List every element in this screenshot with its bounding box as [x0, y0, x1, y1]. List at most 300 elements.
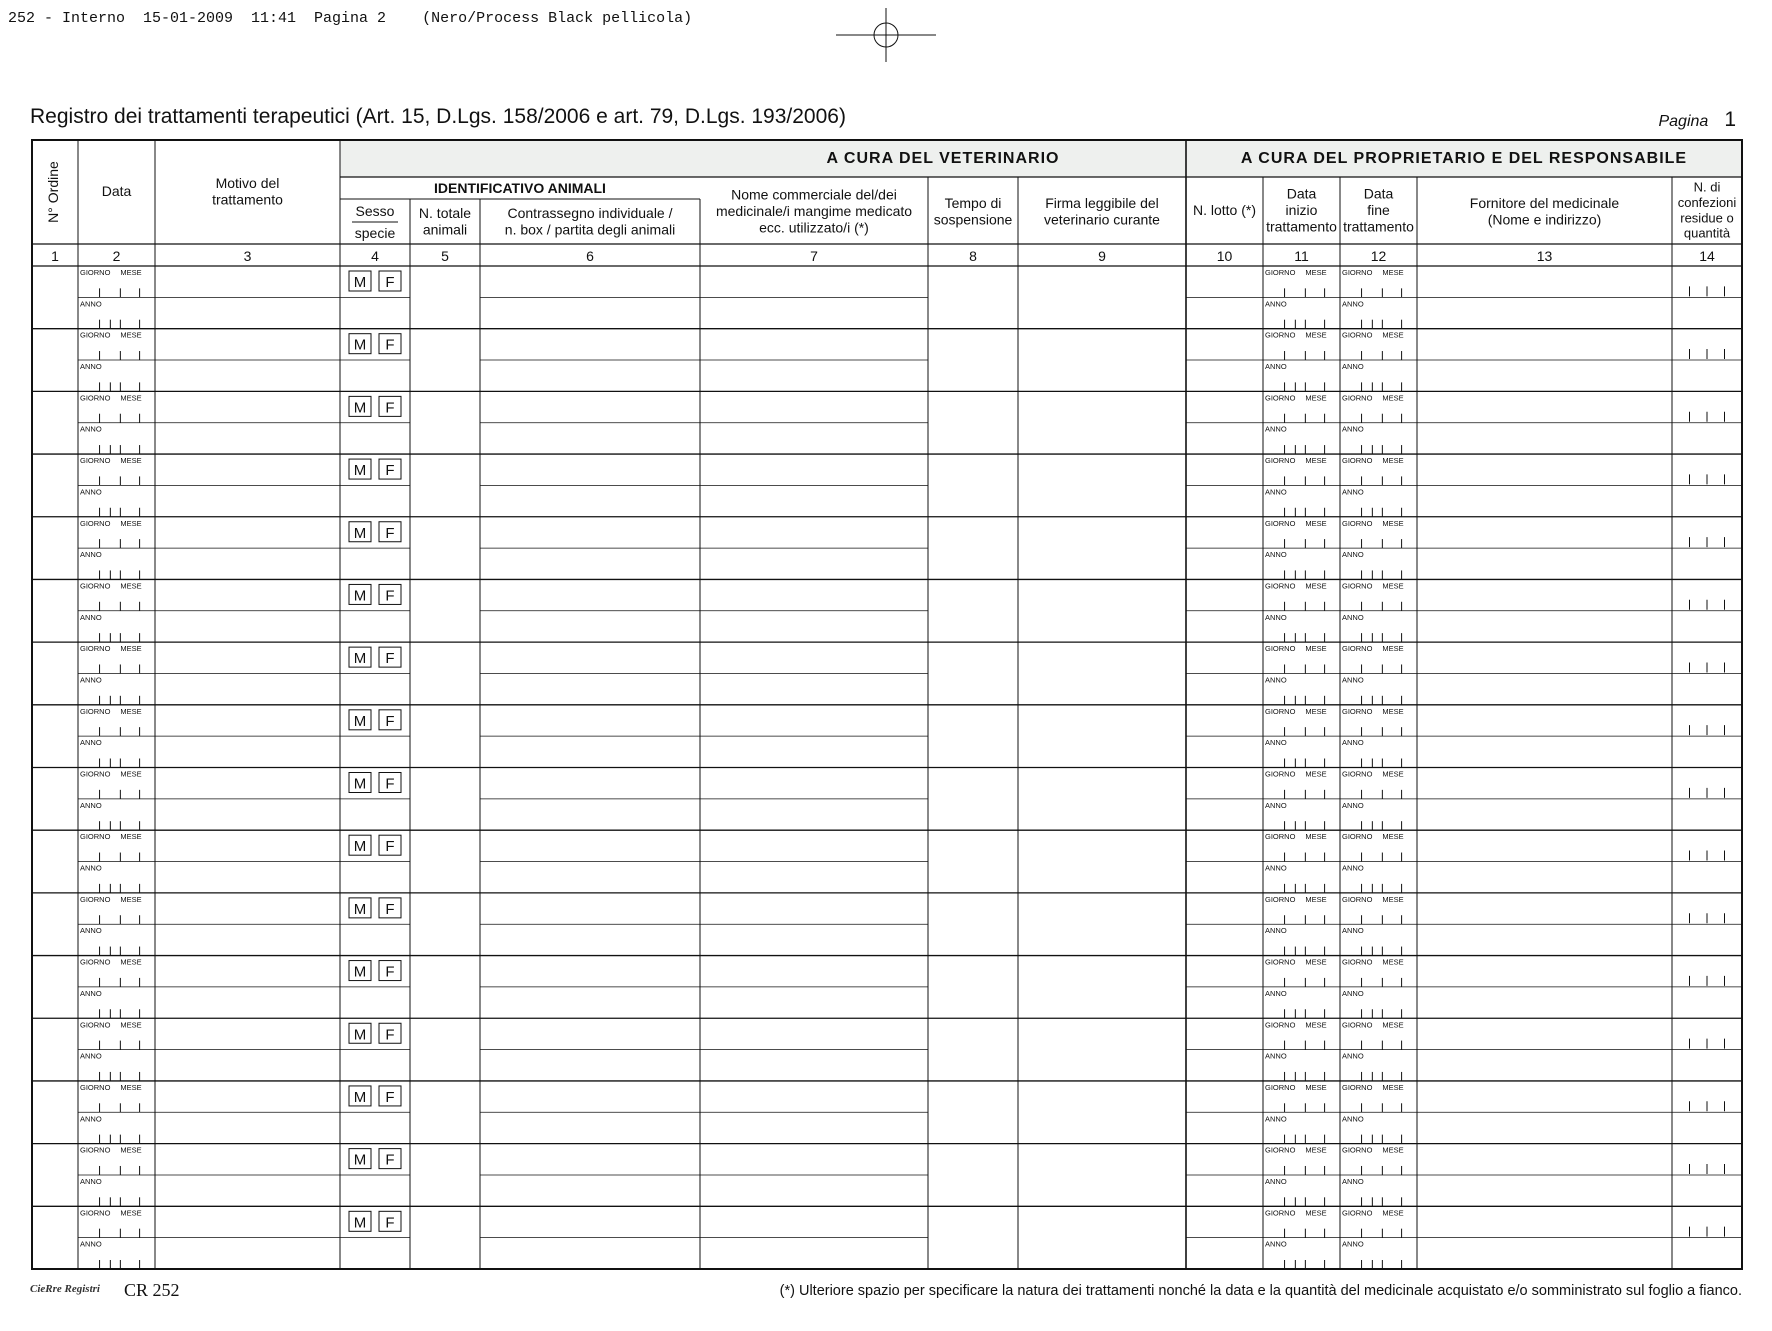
date-label: ANNO [80, 926, 102, 936]
header-totale: animali [422, 221, 468, 238]
date-label: ANNO [80, 362, 102, 372]
date-label: GIORNO [1342, 518, 1373, 528]
date-label: MESE [1382, 1082, 1404, 1092]
date-label: MESE [1305, 581, 1327, 591]
header-data-fine: Data [1363, 185, 1394, 202]
date-label: MESE [120, 268, 142, 277]
start-date-field [1265, 1208, 1327, 1269]
date-label: MESE [1382, 894, 1404, 904]
date-label: GIORNO [1265, 268, 1296, 277]
sex-checkbox-f [379, 710, 401, 730]
column-number: 10 [1216, 248, 1233, 264]
publisher-logo: CieRre Registri [30, 1283, 100, 1295]
date-label: MESE [1382, 456, 1404, 466]
header-confezioni: confezioni [1677, 195, 1737, 211]
form-code: CR 252 [124, 1280, 180, 1300]
start-date-field [1265, 393, 1327, 454]
column-number: 2 [112, 248, 121, 264]
date-label: GIORNO [1265, 832, 1296, 842]
header-nome-commerciale: medicinale/i mangime medicato [715, 203, 913, 220]
date-field [80, 895, 142, 956]
checkbox-label: F [385, 336, 395, 354]
date-label: ANNO [80, 800, 102, 810]
page-number-value: 1 [1724, 108, 1736, 131]
date-field [80, 519, 142, 580]
date-label: MESE [1382, 957, 1404, 967]
start-date-field [1265, 331, 1327, 392]
checkbox-label: F [385, 900, 395, 918]
date-label: MESE [1305, 456, 1327, 466]
date-field [80, 1020, 142, 1081]
date-field [80, 268, 142, 329]
date-label: GIORNO [1265, 393, 1296, 403]
column-number: 13 [1536, 248, 1553, 264]
date-label: ANNO [1342, 424, 1364, 434]
start-date-field [1265, 1083, 1327, 1144]
date-label: ANNO [1265, 550, 1287, 560]
date-label: ANNO [1342, 863, 1364, 873]
checkbox-label: F [385, 462, 395, 480]
date-label: MESE [1382, 644, 1404, 654]
date-field [80, 1083, 142, 1144]
date-label: MESE [120, 832, 142, 842]
date-label: MESE [120, 706, 142, 716]
date-label: GIORNO [1265, 706, 1296, 716]
date-label: MESE [120, 1145, 142, 1155]
date-label: MESE [1382, 1208, 1404, 1218]
date-label: GIORNO [1265, 769, 1296, 779]
column-number: 5 [441, 248, 449, 264]
date-label: GIORNO [80, 957, 111, 967]
date-label: GIORNO [1265, 894, 1296, 904]
sex-checkbox-m [349, 835, 371, 855]
date-label: MESE [1382, 832, 1404, 842]
date-label: ANNO [1342, 299, 1364, 309]
date-field [80, 581, 142, 642]
date-label: MESE [120, 1082, 142, 1092]
date-field [80, 770, 142, 831]
date-label: GIORNO [1265, 1208, 1296, 1218]
date-label: ANNO [1342, 612, 1364, 622]
date-label: ANNO [1265, 487, 1287, 497]
date-label: ANNO [80, 1051, 102, 1061]
date-label: GIORNO [1342, 832, 1373, 842]
sex-checkbox-f [379, 522, 401, 542]
date-label: MESE [1305, 706, 1327, 716]
checkbox-label: M [353, 1088, 367, 1106]
date-label: MESE [1305, 1208, 1327, 1218]
date-label: GIORNO [80, 268, 111, 277]
column-number: 8 [969, 248, 977, 264]
checkbox-label: M [353, 712, 367, 730]
date-label: ANNO [1265, 1051, 1287, 1061]
date-label: GIORNO [1342, 1208, 1373, 1218]
date-label: GIORNO [80, 393, 111, 403]
sex-checkbox-m [349, 773, 371, 793]
date-label: GIORNO [1342, 268, 1373, 277]
date-label: GIORNO [1265, 1020, 1296, 1030]
sex-checkbox-f [379, 1086, 401, 1106]
date-label: MESE [1305, 1082, 1327, 1092]
checkbox-label: M [353, 587, 367, 605]
checkbox-label: F [385, 1151, 395, 1169]
date-label: MESE [1305, 957, 1327, 967]
date-label: ANNO [80, 1114, 102, 1124]
sex-checkbox-m [349, 898, 371, 918]
start-date-field [1265, 1146, 1327, 1207]
checkbox-label: M [353, 336, 367, 354]
date-label: ANNO [1342, 800, 1364, 810]
header-confezioni: N. di [1693, 179, 1721, 195]
date-label: MESE [120, 330, 142, 340]
date-label: ANNO [1342, 1176, 1364, 1186]
header-confezioni: quantità [1683, 225, 1731, 241]
date-label: ANNO [1265, 738, 1287, 748]
start-date-field [1265, 456, 1327, 517]
date-label: MESE [1305, 393, 1327, 403]
date-field [80, 644, 142, 705]
footnote: (*) Ulteriore spazio per specificare la natura dei trattamenti nonché la data e la quantità del medicinale acquistato e/o somministrato sul foglio a fianco. [779, 1283, 1742, 1299]
section-title-vet: A CURA DEL VETERINARIO [826, 150, 1060, 167]
start-date-field [1265, 1020, 1327, 1081]
date-label: MESE [120, 769, 142, 779]
date-field [80, 393, 142, 454]
date-label: ANNO [1342, 550, 1364, 560]
date-label: ANNO [1265, 1239, 1287, 1249]
checkbox-label: M [353, 1151, 367, 1169]
date-label: MESE [120, 518, 142, 528]
date-label: ANNO [1265, 362, 1287, 372]
date-label: ANNO [1265, 424, 1287, 434]
date-label: ANNO [80, 988, 102, 998]
date-label: GIORNO [1342, 581, 1373, 591]
checkbox-label: M [353, 963, 367, 981]
date-label: ANNO [1265, 299, 1287, 309]
date-label: ANNO [80, 299, 102, 309]
sex-checkbox-f [379, 1023, 401, 1043]
end-date-field [1342, 393, 1404, 454]
date-label: MESE [1305, 644, 1327, 654]
date-label: GIORNO [1342, 957, 1373, 967]
sex-checkbox-m [349, 584, 371, 604]
date-label: MESE [120, 581, 142, 591]
sex-checkbox-m [349, 334, 371, 354]
checkbox-label: F [385, 650, 395, 668]
header-data-fine: fine [1367, 202, 1390, 219]
column-number: 4 [371, 248, 379, 264]
date-label: GIORNO [80, 644, 111, 654]
date-label: MESE [1382, 581, 1404, 591]
date-label: ANNO [80, 487, 102, 497]
sex-checkbox-f [379, 271, 401, 291]
start-date-field [1265, 770, 1327, 831]
date-label: MESE [120, 644, 142, 654]
date-label: ANNO [80, 738, 102, 748]
date-label: MESE [1382, 1145, 1404, 1155]
checkbox-label: F [385, 274, 395, 291]
date-label: MESE [1382, 393, 1404, 403]
date-label: ANNO [80, 424, 102, 434]
date-label: GIORNO [1342, 456, 1373, 466]
end-date-field [1342, 268, 1404, 329]
column-number: 1 [51, 248, 59, 264]
sex-checkbox-m [349, 1086, 371, 1106]
date-label: MESE [1305, 1145, 1327, 1155]
checkbox-label: M [353, 775, 367, 793]
date-label: GIORNO [1342, 644, 1373, 654]
header-data-inizio: inizio [1285, 202, 1318, 219]
subsection-title: IDENTIFICATIVO ANIMALI [434, 180, 606, 196]
end-date-field [1342, 770, 1404, 831]
date-label: ANNO [1342, 988, 1364, 998]
date-label: GIORNO [1342, 1145, 1373, 1155]
date-label: GIORNO [1342, 1020, 1373, 1030]
header-fornitore: (Nome e indirizzo) [1487, 211, 1602, 228]
sex-checkbox-f [379, 334, 401, 354]
date-label: ANNO [1342, 738, 1364, 748]
date-label: MESE [1305, 769, 1327, 779]
date-label: ANNO [1265, 988, 1287, 998]
checkbox-label: F [385, 712, 395, 730]
date-label: GIORNO [1265, 518, 1296, 528]
end-date-field [1342, 832, 1404, 893]
date-label: MESE [120, 957, 142, 967]
sex-checkbox-m [349, 1149, 371, 1169]
date-label: ANNO [1265, 675, 1287, 685]
header-contrassegno: n. box / partita degli animali [504, 221, 676, 238]
header-lotto: N. lotto (*) [1192, 202, 1257, 218]
date-label: MESE [120, 894, 142, 904]
date-label: ANNO [1265, 1176, 1287, 1186]
checkbox-label: F [385, 1088, 395, 1106]
date-label: GIORNO [80, 518, 111, 528]
end-date-field [1342, 958, 1404, 1019]
sex-checkbox-f [379, 396, 401, 416]
date-label: ANNO [1342, 1239, 1364, 1249]
date-label: GIORNO [1265, 957, 1296, 967]
date-label: ANNO [1265, 800, 1287, 810]
date-label: GIORNO [80, 1208, 111, 1218]
date-label: MESE [1305, 518, 1327, 528]
date-label: MESE [1305, 1020, 1327, 1030]
sex-checkbox-m [349, 396, 371, 416]
date-label: ANNO [1342, 675, 1364, 685]
header-ordine: N° Ordine [45, 161, 61, 223]
date-label: MESE [120, 1020, 142, 1030]
checkbox-label: M [353, 399, 367, 417]
page-label: Pagina [1658, 113, 1709, 130]
date-label: GIORNO [1342, 769, 1373, 779]
date-label: GIORNO [80, 832, 111, 842]
header-fornitore: Fornitore del medicinale [1469, 194, 1620, 211]
end-date-field [1342, 644, 1404, 705]
date-label: GIORNO [1265, 581, 1296, 591]
date-label: ANNO [1342, 487, 1364, 497]
header-sesso: Sesso [355, 203, 395, 219]
end-date-field [1342, 895, 1404, 956]
sex-checkbox-f [379, 961, 401, 981]
end-date-field [1342, 707, 1404, 768]
sex-checkbox-m [349, 647, 371, 667]
page-title: Registro dei trattamenti terapeutici (Art. 15, D.Lgs. 158/2006 e art. 79, D.Lgs. 193/2006) [30, 105, 846, 128]
end-date-field [1342, 1208, 1404, 1269]
start-date-field [1265, 268, 1327, 329]
sex-checkbox-m [349, 961, 371, 981]
date-label: MESE [1382, 1020, 1404, 1030]
start-date-field [1265, 707, 1327, 768]
date-label: MESE [1382, 518, 1404, 528]
date-label: MESE [1305, 894, 1327, 904]
end-date-field [1342, 331, 1404, 392]
sex-checkbox-f [379, 773, 401, 793]
date-label: GIORNO [1265, 456, 1296, 466]
sex-checkbox-f [379, 584, 401, 604]
sex-checkbox-f [379, 459, 401, 479]
checkbox-label: F [385, 963, 395, 981]
column-number: 11 [1294, 248, 1309, 264]
end-date-field [1342, 1083, 1404, 1144]
date-label: GIORNO [80, 894, 111, 904]
sex-checkbox-m [349, 459, 371, 479]
checkbox-label: F [385, 1026, 395, 1044]
date-label: GIORNO [1342, 1082, 1373, 1092]
column-number: 7 [810, 248, 818, 264]
start-date-field [1265, 581, 1327, 642]
date-label: GIORNO [80, 1145, 111, 1155]
start-date-field [1265, 895, 1327, 956]
checkbox-label: F [385, 399, 395, 417]
date-label: ANNO [80, 863, 102, 873]
date-label: MESE [1305, 268, 1327, 277]
column-number: 6 [586, 248, 594, 264]
header-tempo: sospensione [933, 211, 1013, 228]
header-contrassegno: Contrassegno individuale / [507, 204, 673, 221]
header-data-fine: trattamento [1343, 218, 1414, 235]
header-motivo: Motivo del [215, 174, 280, 191]
checkbox-label: F [385, 1214, 395, 1232]
sex-checkbox-f [379, 1149, 401, 1169]
date-label: GIORNO [1342, 393, 1373, 403]
header-firma: veterinario curante [1044, 211, 1160, 228]
sex-checkbox-f [379, 898, 401, 918]
section-title-owner: A CURA DEL PROPRIETARIO E DEL RESPONSABILE [1240, 150, 1688, 167]
sex-checkbox-f [379, 1211, 401, 1231]
header-specie: specie [354, 225, 396, 241]
date-label: ANNO [80, 612, 102, 622]
column-number: 12 [1370, 248, 1387, 264]
checkbox-label: F [385, 524, 395, 542]
date-label: ANNO [1265, 863, 1287, 873]
date-label: GIORNO [80, 769, 111, 779]
date-label: GIORNO [80, 456, 111, 466]
date-label: GIORNO [1342, 706, 1373, 716]
date-label: ANNO [1342, 926, 1364, 936]
header-firma: Firma leggibile del [1045, 194, 1159, 211]
date-label: GIORNO [80, 706, 111, 716]
date-label: MESE [1382, 769, 1404, 779]
date-label: MESE [120, 1208, 142, 1218]
header-nome-commerciale: ecc. utilizzato/i (*) [759, 219, 869, 236]
date-label: MESE [1305, 832, 1327, 842]
column-number: 14 [1699, 248, 1715, 264]
date-label: MESE [1305, 330, 1327, 340]
column-number: 9 [1098, 248, 1106, 264]
sex-checkbox-f [379, 647, 401, 667]
sex-checkbox-f [379, 835, 401, 855]
date-label: GIORNO [80, 1082, 111, 1092]
date-label: MESE [1382, 330, 1404, 340]
sex-checkbox-m [349, 1023, 371, 1043]
date-label: ANNO [80, 675, 102, 685]
end-date-field [1342, 456, 1404, 517]
date-label: ANNO [1265, 926, 1287, 936]
column-number: 3 [243, 248, 252, 264]
date-label: GIORNO [80, 330, 111, 340]
end-date-field [1342, 1020, 1404, 1081]
date-field [80, 331, 142, 392]
checkbox-label: M [353, 1026, 367, 1044]
date-field [80, 958, 142, 1019]
checkbox-label: M [353, 462, 367, 480]
start-date-field [1265, 958, 1327, 1019]
checkbox-label: F [385, 838, 395, 856]
print-header: 252 - Interno 15-01-2009 11:41 Pagina 2 (Nero/Process Black pellicola) [8, 10, 693, 27]
date-field [80, 1146, 142, 1207]
date-label: ANNO [1342, 1051, 1364, 1061]
header-data-inizio: trattamento [1266, 218, 1337, 235]
date-field [80, 456, 142, 517]
date-field [80, 832, 142, 893]
date-label: MESE [1382, 706, 1404, 716]
end-date-field [1342, 1146, 1404, 1207]
header-nome-commerciale: Nome commerciale del/dei [731, 186, 897, 203]
date-label: ANNO [1342, 1114, 1364, 1124]
date-label: GIORNO [1265, 644, 1296, 654]
checkbox-label: M [353, 1214, 367, 1232]
header-confezioni: residue o [1680, 210, 1734, 226]
date-label: GIORNO [80, 581, 111, 591]
date-label: GIORNO [1265, 1145, 1296, 1155]
header-totale: N. totale [418, 204, 472, 221]
date-label: GIORNO [1342, 894, 1373, 904]
date-label: ANNO [1265, 612, 1287, 622]
date-label: GIORNO [1265, 330, 1296, 340]
sex-checkbox-m [349, 710, 371, 730]
end-date-field [1342, 581, 1404, 642]
header-tempo: Tempo di [944, 194, 1002, 211]
date-label: MESE [120, 456, 142, 466]
date-label: GIORNO [1265, 1082, 1296, 1092]
checkbox-label: F [385, 775, 395, 793]
date-label: ANNO [80, 550, 102, 560]
checkbox-label: M [353, 524, 367, 542]
date-label: MESE [1382, 268, 1404, 277]
date-label: ANNO [1265, 1114, 1287, 1124]
header-data-inizio: Data [1286, 185, 1317, 202]
end-date-field [1342, 519, 1404, 580]
start-date-field [1265, 644, 1327, 705]
checkbox-label: M [353, 900, 367, 918]
date-field [80, 707, 142, 768]
checkbox-label: F [385, 587, 395, 605]
checkbox-label: M [353, 838, 367, 856]
header-data: Data [101, 183, 132, 199]
start-date-field [1265, 832, 1327, 893]
date-label: GIORNO [80, 1020, 111, 1030]
start-date-field [1265, 519, 1327, 580]
date-label: MESE [120, 393, 142, 403]
date-label: ANNO [80, 1176, 102, 1186]
